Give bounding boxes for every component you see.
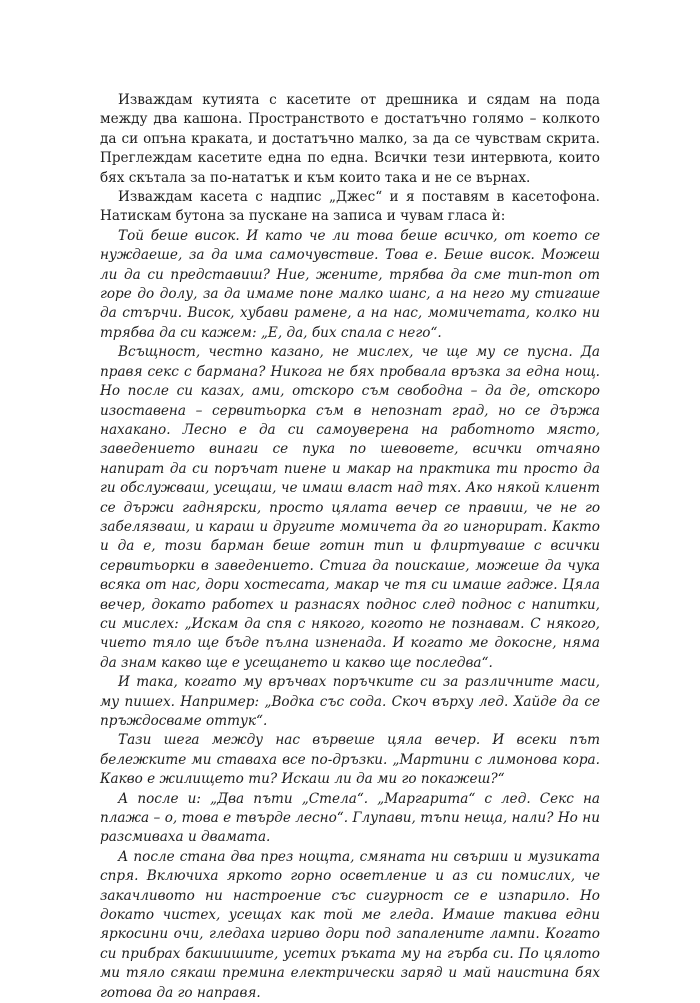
- paragraph: И така, когато му връчвах поръчките си за различните маси, му пишех. Например: „Водка със сода. Скоч върху лед. Хайде да се пръждосваме оттук“.: [100, 674, 600, 729]
- paragraph: А после стана два през нощта, смяната ни свърши и музиката спря. Включиха яркото горно осветление и аз си помислих, че закачливото ни настроение със сигурност се е изпарило. Но докато чистех, усещах как той ме гледа. Имаше такива едни яркосини очи, гледаха игриво дори под запалените лампи. Когато си прибрах бакшишите, усетих ръката му на гърба си. По цялото ми тяло сякаш премина електрически заряд и май наистина бях готова да го направя.: [100, 848, 600, 1001]
- paragraph: А после и: „Два пъти „Стела“. „Маргарита“ с лед. Секс на плажа – о, това е твърде лесно“. Глупави, тъпи неща, нали? Но ни разсмиваха и двамата.: [100, 790, 600, 846]
- paragraph: Той беше висок. И като че ли това беше всичко, от което се нуждаеше, за да има самочувствие. Това е. Беше висок. Можеш ли да си представиш? Ние, жените, трябва да сме тип-топ от горе до долу, за да имаме поне малко шанс, а на него му стигаше да стърчи. Висок, хубави рамене, а на нас, момичетата, колко ни трябва да си кажем: „Е, да, бих спала с него“.: [100, 227, 600, 341]
- paragraph: Изваждам кутията с касетите от дрешника и сядам на пода между два кашона. Пространството е достатъчно голямо – колкото да си опъна краката, и достатъчно малко, за да се чувствам скрита. Преглеждам касетите една по една. Всички тези интервюта, които бях скътала за по-нататък и към които така и не се върнах.: [100, 92, 600, 186]
- body-text: [100, 91, 600, 1003]
- paragraph: Изваждам касета с надпис „Джес“ и я поставям в касетофона. Натискам бутона за пускане на записа и чувам гласа ѝ:: [100, 189, 600, 225]
- paragraph: Всъщност, честно казано, не мислех, че ще му се пусна. Да правя секс с бармана? Никога не бях пробвала връзка за една нощ. Но после си казах, ами, отскоро съм свободна – да де, отскоро изоставена – сервитьорка съм в непознат град, но се държа нахакано. Лесно е да си самоуверена на работното място, заведението винаги се пука по шевовете, всички отчаяно напират да си поръчат пиене и макар на практика ти просто да ги обслужваш, усещаш, че имаш власт над тях. Ако някой клиент се държи гаднярски, просто цялата вечер се правиш, че не го забелязваш, и караш и другите момичета да го игнорират. Както и да е, този барман беше готин тип и флиртуваше с всички сервитьорки в заведението. Стига да поискаше, можеше да чука всяка от нас, дори хостесата, макар че тя си имаше гадже. Цяла вечер, докато работех и разнасях поднос след поднос с напитки, си мислех: „Искам да спя с някого, когото не познавам. С някого, чието тяло ще бъде пълна изненада. И когато ме докосне, няма да знам какво ще е усещането и какво ще последва“.: [100, 344, 600, 671]
- paragraph: Тази шега между нас вървеше цяла вечер. И всеки път бележките ми ставаха все по-дръзки. „Мартини с лимонова кора. Какво е жилището ти? Искаш ли да ми го покажеш?“: [100, 732, 600, 788]
